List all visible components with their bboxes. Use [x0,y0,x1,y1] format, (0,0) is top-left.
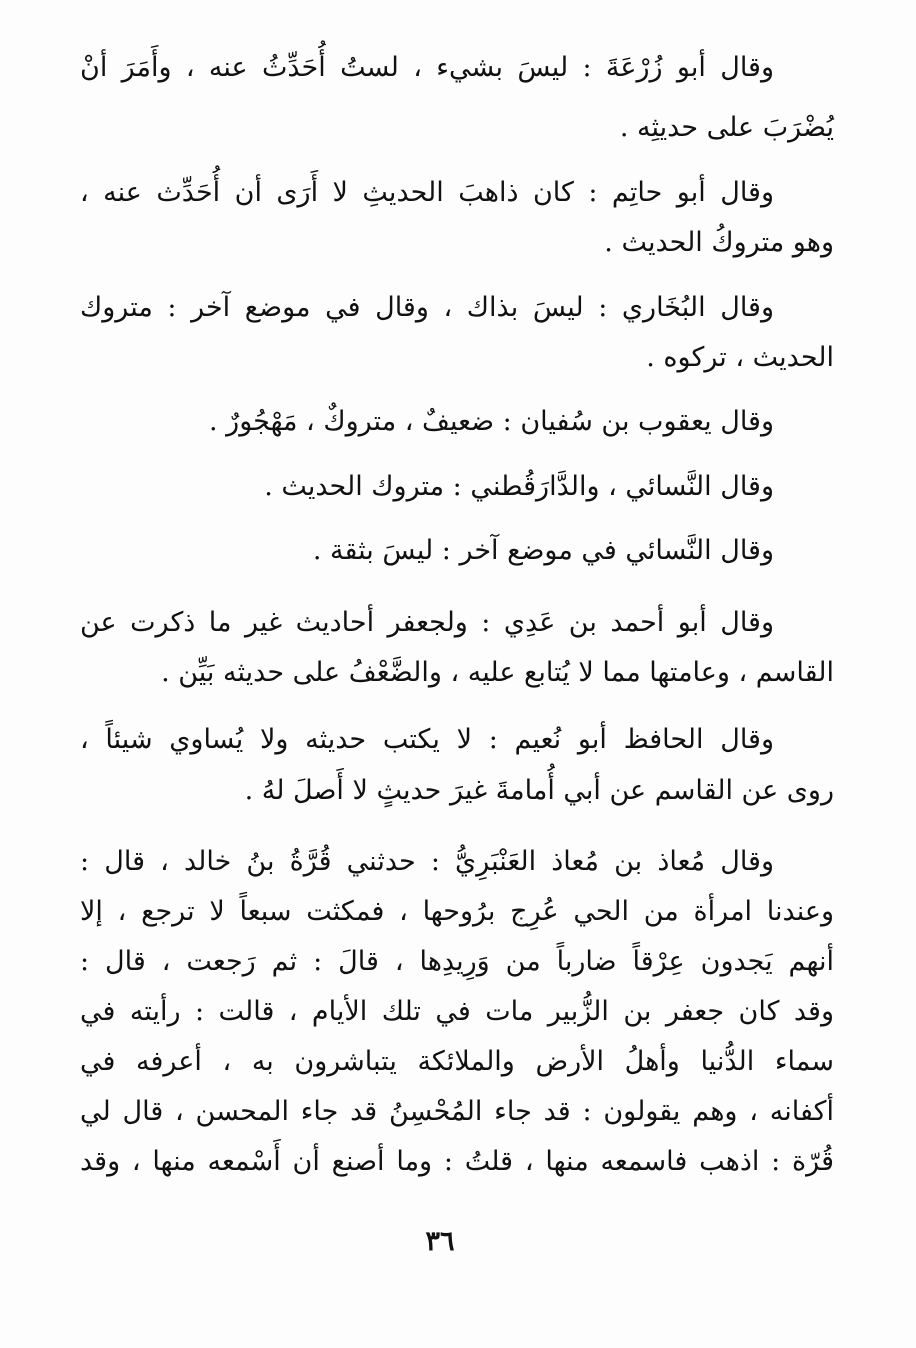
text-line: القاسم ، وعامتها مما لا يُتابع عليه ، والضَّعْفُ على حديثه بَيِّن . [161,657,834,688]
text-line: وقال أبو حاتِم : كان ذاهبَ الحديثِ لا أَرَى أن أُحَدِّث عنه ، [80,177,774,208]
text-line: وهو متروكُ الحديث . [604,227,834,258]
text-line: يُضْرَبَ على حديثِه . [619,112,834,143]
text-line: وقال أبو أحمد بن عَدِي : ولجعفر أحاديث غير ما ذكرت عن [80,607,774,638]
text-line: الحديث ، تركوه . [646,342,834,373]
text-line: وقال الحافظ أبو نُعيم : لا يكتب حديثه ولا يُساوي شيئاً ، [80,724,774,755]
text-line: وقال مُعاذ بن مُعاذ العَنْبَرِيُّ : حدثني قُرَّةُ بنُ خالد ، قال : [80,846,774,877]
text-line: سماء الدُّنيا وأهلُ الأرض والملائكة يتباشرون به ، أعرفه في [80,1046,834,1077]
text-line: قُرّة : اذهب فاسمعه منها ، قلتُ : وما أصنع أن أَسْمعه منها ، وقد [80,1146,834,1177]
text-line: روى عن القاسم عن أبي أُمامةَ غيرَ حديثٍ لا أَصلَ لهُ . [244,775,834,806]
text-line: وقال النَّسائي ، والدَّارَقُطني : متروك الحديث . [264,471,774,502]
text-line: أنهم يَجدون عِرْقاً ضارباً من وَرِيدِها ، قالَ : ثم رَجعت ، قال : [80,946,834,977]
text-line: وقال يعقوب بن سُفيان : ضعيفٌ ، متروكٌ ، مَهْجُورٌ . [208,406,774,437]
text-line: وقال البُخَاري : ليسَ بذاك ، وقال في موضع آخر : متروك [80,292,774,323]
text-line: وعندنا امرأة من الحي عُرِج برُوحها ، فمكثت سبعاً لا ترجع ، إلا [80,896,834,927]
text-line: وقال النَّسائي في موضع آخر : ليسَ بثقة . [312,535,774,566]
page-number: ٣٦ [425,1226,455,1257]
text-line: وقد كان جعفر بن الزُّبير مات في تلك الأيام ، قالت : رأيته في [80,996,834,1027]
text-line: أكفانه ، وهم يقولون : قد جاء المُحْسِنُ قد جاء المحسن ، قال لي [80,1096,834,1127]
text-line: وقال أبو زُرْعَةَ : ليسَ بشيء ، لستُ أُحَدِّثُ عنه ، وأَمَرَ أنْ [80,52,774,83]
